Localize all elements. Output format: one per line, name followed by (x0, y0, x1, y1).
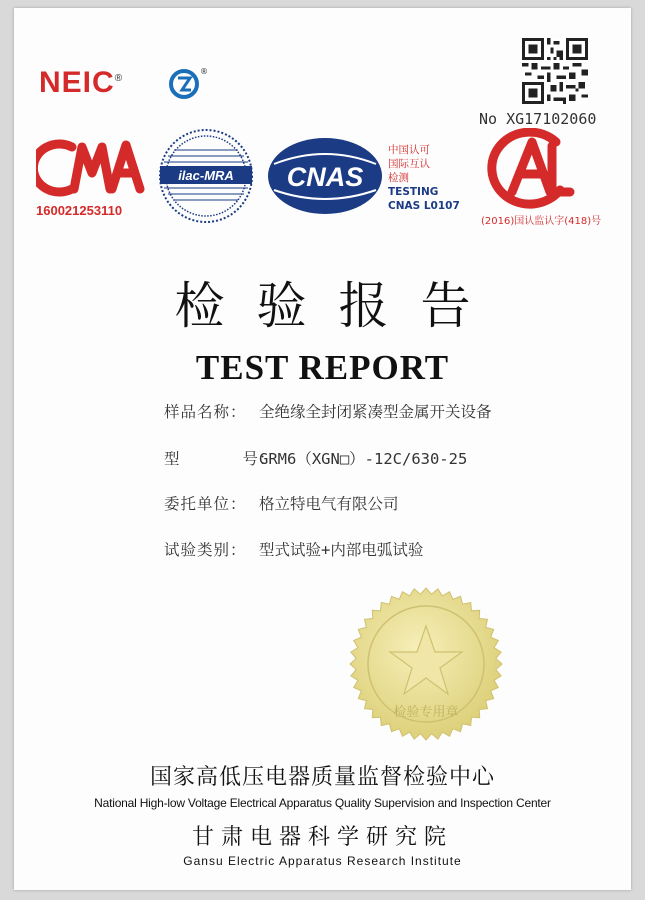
cal-cert-number: (2016)国认监认字(418)号 (481, 216, 602, 227)
svg-text:CNAS: CNAS (286, 162, 364, 192)
field-value: 全绝缘全封闭紧凑型金属开关设备 (259, 403, 492, 421)
field-test-category (164, 538, 423, 560)
neic-logo: NEIC® (39, 66, 124, 99)
cma-logo (36, 133, 148, 201)
field-label: 样品名称： (164, 403, 247, 421)
cnas-line: CNAS L0107 (388, 200, 460, 212)
cnas-line: 国际互认 (388, 158, 430, 170)
institute-emblem-icon (164, 64, 210, 104)
institute-name-cn: 甘肃电器科学研究院 (191, 825, 453, 850)
institute-name-en: Gansu Electric Apparatus Research Institute (183, 854, 462, 868)
cnas-line: 中国认可 (388, 144, 430, 156)
field-value: 型式试验+内部电弧试验 (259, 541, 424, 559)
field-value: GRM6（XGN□）-12C/630-25 (259, 450, 468, 468)
field-label: 委托单位： (164, 495, 247, 513)
svg-text:®: ® (200, 67, 208, 76)
cnas-line: TESTING (388, 186, 439, 198)
cma-cert-number: 160021253110 (36, 203, 123, 218)
field-model (164, 447, 467, 469)
report-cover (14, 8, 631, 890)
svg-text:检验专用章: 检验专用章 (393, 705, 459, 720)
field-label: 试验类别： (164, 541, 247, 559)
cnas-info (388, 143, 460, 213)
svg-text:ilac-MRA: ilac-MRA (178, 168, 234, 183)
cnas-logo (266, 136, 384, 216)
report-number: No XG17102060 (479, 110, 597, 128)
org-name-en: National High-low Voltage Electrical Apparatus Quality Supervision and Inspection Center (94, 796, 551, 810)
cal-logo (486, 128, 578, 212)
field-value: 格立特电气有限公司 (259, 495, 399, 513)
report-title-cn: 检验报告 (174, 277, 503, 335)
cnas-line: 检测 (388, 172, 409, 184)
field-sample-name (164, 400, 492, 422)
qr-code (522, 38, 588, 104)
org-name-cn: 国家高低压电器质量监督检验中心 (149, 765, 495, 790)
ilac-mra-logo (156, 126, 256, 226)
field-client (164, 492, 399, 514)
official-seal (346, 584, 506, 744)
report-title-en: TEST REPORT (195, 348, 450, 387)
field-label: 型 号： (164, 450, 276, 468)
